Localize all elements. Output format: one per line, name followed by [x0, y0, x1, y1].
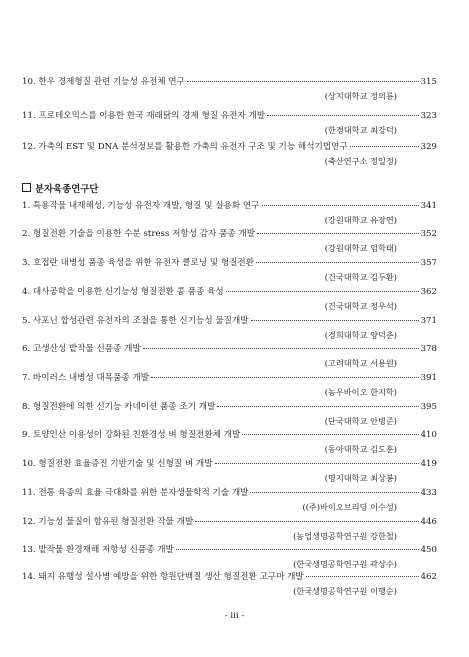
- toc-title-line: [22, 314, 437, 328]
- toc-entry[interactable]: [22, 543, 437, 571]
- toc-entry[interactable]: [22, 256, 437, 284]
- toc-title: 7. 바이러스 내병성 대목품종 개발: [22, 373, 150, 383]
- toc-author: (강원대학교 유장연): [324, 215, 397, 225]
- toc-entry[interactable]: [22, 314, 437, 342]
- toc-page-number: 433: [420, 488, 437, 498]
- toc-title-line: [22, 486, 437, 500]
- toc-title: 11. 프로테오믹스를 이용한 한국 재래닭의 경제 형질 유전자 개발: [22, 111, 266, 121]
- toc-page-number: 357: [420, 258, 437, 268]
- toc-title-line: [22, 227, 437, 241]
- toc-title-line: [22, 256, 437, 270]
- toc-title-line: [22, 515, 437, 529]
- toc-title-line: [22, 543, 437, 557]
- dot-leader: [143, 340, 419, 349]
- toc-title-line: [22, 140, 437, 154]
- dot-leader: [250, 484, 418, 493]
- toc-page-number: 371: [420, 316, 437, 326]
- toc-author: (한국생명공학연구원 이행순): [293, 586, 397, 596]
- section-header: [22, 183, 98, 197]
- toc-title-line: [22, 285, 437, 299]
- dot-leader: [350, 138, 419, 147]
- toc-entry[interactable]: [22, 285, 437, 313]
- toc-entry[interactable]: [22, 75, 437, 103]
- dot-leader: [217, 398, 418, 407]
- dot-leader: [256, 254, 419, 263]
- toc-page-number: 329: [420, 142, 437, 152]
- toc-author: (명지대학교 최상봉): [324, 473, 397, 483]
- toc-page-number: 341: [420, 201, 437, 211]
- square-bullet-icon: [22, 183, 31, 192]
- dot-leader: [176, 541, 419, 550]
- section-title: 분자육종연구단: [35, 184, 99, 195]
- dot-leader: [151, 369, 419, 378]
- toc-page-number: 323: [420, 111, 437, 121]
- toc-entry[interactable]: [22, 227, 437, 255]
- toc-entry[interactable]: [22, 428, 437, 456]
- toc-page-number: 410: [420, 430, 437, 440]
- toc-title-line: [22, 199, 437, 213]
- page-footer-number: - iii -: [224, 611, 245, 621]
- toc-title: 5. 사포닌 합성관련 유전자의 조절을 통한 신기능성 물질개발: [22, 316, 249, 326]
- toc-title-line: [22, 570, 437, 584]
- toc-title-line: [22, 342, 437, 356]
- toc-title-line: [22, 457, 437, 471]
- toc-author: (농우바이오 한지학): [324, 387, 397, 397]
- dot-leader: [267, 107, 419, 116]
- dot-leader: [251, 312, 419, 321]
- toc-title: 2. 형질전환 기술을 이용한 수분 stress 저항성 감자 품종 개발: [22, 229, 255, 239]
- toc-page-number: 462: [420, 572, 437, 582]
- toc-page-number: 315: [420, 77, 437, 87]
- toc-author: (고려대학교 서용원): [324, 358, 397, 368]
- toc-author: (건국대학교 김두환): [324, 272, 397, 282]
- toc-title: 13. 밭작물 환경재해 저항성 신품종 개발: [22, 545, 174, 555]
- toc-author: (한국생명공학연구원 곽상수): [293, 559, 397, 569]
- toc-page-number: 446: [420, 517, 437, 527]
- toc-page-number: 395: [420, 402, 437, 412]
- toc-title-line: [22, 75, 437, 89]
- toc-page-number: 378: [420, 344, 437, 354]
- dot-leader: [262, 197, 419, 206]
- toc-author: (건국대학교 정우석): [324, 301, 397, 311]
- toc-title-line: [22, 371, 437, 385]
- toc-title: 4. 대사공학을 이용한 신기능성 형질전환 콩 품종 육성: [22, 287, 224, 297]
- toc-page-number: 450: [420, 545, 437, 555]
- toc-title-line: [22, 400, 437, 414]
- toc-entry[interactable]: [22, 342, 437, 370]
- dot-leader: [306, 568, 419, 577]
- toc-title: 12. 기능성 물질이 함유된 형질전환 작물 개발: [22, 517, 194, 527]
- toc-author: (상지대학교 정의룡): [324, 91, 397, 101]
- toc-title: 10. 한우 경제형질 관련 기능성 유전체 연구: [22, 77, 185, 87]
- toc-entry[interactable]: [22, 109, 437, 137]
- toc-entry[interactable]: [22, 486, 437, 514]
- toc-page-number: 419: [420, 459, 437, 469]
- dot-leader: [257, 225, 419, 234]
- toc-title: 8. 형질전환에 의한 신기능 카네이션 품종 조기 개발: [22, 402, 216, 412]
- toc-author: (한경대학교 최강덕): [324, 125, 397, 135]
- toc-title: 14. 돼지 유행성 설사병 예방을 위한 항원단백질 생산 형질전환 고구마 개발: [22, 572, 304, 582]
- toc-author: (농업생명공학연구원 강한철): [293, 531, 397, 541]
- toc-entry[interactable]: [22, 515, 437, 543]
- toc-entry[interactable]: [22, 371, 437, 399]
- toc-title: 3. 호접란 내병성 품종 육성을 위한 유전자 클로닝 및 형질전환: [22, 258, 255, 268]
- dot-leader: [215, 455, 419, 464]
- toc-entry[interactable]: [22, 570, 437, 598]
- toc-author: (축산연구소 정일정): [324, 156, 397, 166]
- dot-leader: [242, 426, 418, 435]
- toc-entry[interactable]: [22, 199, 437, 227]
- toc-author: (단국대학교 안병준): [324, 416, 397, 426]
- dot-leader: [187, 73, 419, 82]
- toc-title: 12. 가축의 EST 및 DNA 분석정보를 활용한 가축의 유전자 구조 및 기능 해석기법연구: [22, 142, 348, 152]
- toc-author: (강원대학교 임학태): [324, 243, 397, 253]
- toc-author: (경희대학교 양덕춘): [324, 330, 397, 340]
- toc-title-line: [22, 109, 437, 123]
- toc-title-line: [22, 428, 437, 442]
- toc-entry[interactable]: [22, 140, 437, 168]
- toc-title: 1. 특용작물 내재해성, 기능성 유전자 개발, 형질 및 실용화 연구: [22, 201, 260, 211]
- toc-title: 10. 형질전환 효율증진 기반기술 및 신형질 벼 개발: [22, 459, 213, 469]
- toc-author: ((주)바이오브리딩 이수성): [302, 502, 397, 512]
- dot-leader: [195, 513, 418, 522]
- dot-leader: [226, 283, 419, 292]
- toc-page-number: 352: [420, 229, 437, 239]
- toc-title: 6. 고생산성 밭작물 신품종 개발: [22, 344, 141, 354]
- toc-page-number: 362: [420, 287, 437, 297]
- toc-author: (동아대학교 김도훈): [324, 444, 397, 454]
- toc-title: 9. 토양인산 이용성이 강화된 친환경성 벼 형질전환체 개발: [22, 430, 241, 440]
- toc-entry[interactable]: [22, 457, 437, 485]
- toc-title: 11. 전통 육종의 효율 극대화를 위한 분자생물학적 기술 개발: [22, 488, 249, 498]
- toc-page-number: 391: [420, 373, 437, 383]
- toc-entry[interactable]: [22, 400, 437, 428]
